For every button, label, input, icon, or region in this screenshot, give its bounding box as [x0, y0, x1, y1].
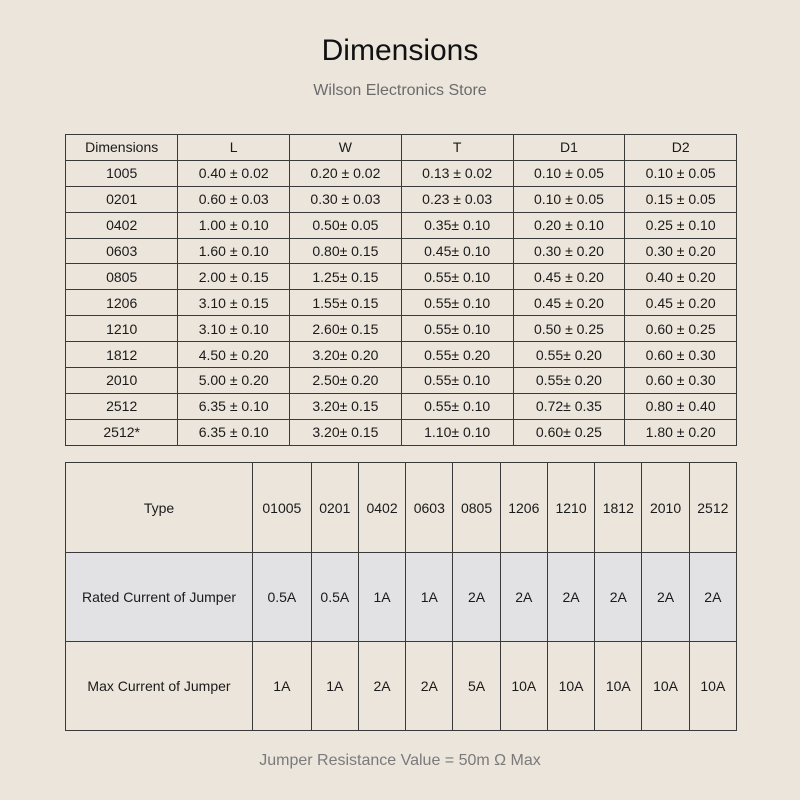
max-current-cell: 10A [595, 642, 642, 731]
table-row [66, 342, 737, 368]
size-code-cell: 1812 [66, 342, 178, 368]
max-current-cell: 10A [500, 642, 547, 731]
table-row [66, 419, 737, 445]
dimension-cell: 0.55± 0.10 [401, 368, 513, 394]
size-code-cell: 0805 [66, 264, 178, 290]
dimension-cell: 0.45 ± 0.20 [625, 290, 737, 316]
table-row [66, 212, 737, 238]
type-cell: 01005 [253, 463, 312, 553]
max-current-cell: 5A [453, 642, 500, 731]
dimension-cell: 0.50 ± 0.25 [513, 316, 625, 342]
table-row [66, 393, 737, 419]
table-row [66, 160, 737, 186]
header-cell: L [178, 135, 290, 161]
dimensions-table [65, 134, 737, 446]
dimension-cell: 1.00 ± 0.10 [178, 212, 290, 238]
dimension-cell: 0.55± 0.10 [401, 290, 513, 316]
dimension-cell: 4.50 ± 0.20 [178, 342, 290, 368]
max-current-cell: 1A [253, 642, 312, 731]
dimension-cell: 0.60 ± 0.30 [625, 342, 737, 368]
dimension-cell: 1.55± 0.15 [290, 290, 402, 316]
dimension-cell: 0.72± 0.35 [513, 393, 625, 419]
jumper-resistance-note: Jumper Resistance Value = 50m Ω Max [259, 752, 541, 769]
dimension-cell: 0.40 ± 0.02 [178, 160, 290, 186]
dimension-cell: 0.20 ± 0.02 [290, 160, 402, 186]
size-code-cell: 2512 [66, 393, 178, 419]
dimension-cell: 6.35 ± 0.10 [178, 419, 290, 445]
max-current-cell: 10A [642, 642, 689, 731]
size-code-cell: 1206 [66, 290, 178, 316]
rated-current-cell: 0.5A [311, 553, 358, 642]
size-code-cell: 0201 [66, 186, 178, 212]
dimension-cell: 2.00 ± 0.15 [178, 264, 290, 290]
max-current-cell: 2A [406, 642, 453, 731]
dimension-cell: 2.60± 0.15 [290, 316, 402, 342]
rated-current-cell: 2A [642, 553, 689, 642]
page-title: Dimensions [321, 34, 479, 67]
max-current-cell: 1A [311, 642, 358, 731]
dimension-cell: 0.55± 0.10 [401, 264, 513, 290]
rated-current-cell: 1A [358, 553, 405, 642]
type-cell: 0603 [406, 463, 453, 553]
dimension-cell: 3.10 ± 0.15 [178, 290, 290, 316]
type-cell: 2010 [642, 463, 689, 553]
rated-current-cell: 1A [406, 553, 453, 642]
dimension-cell: 3.20± 0.15 [290, 393, 402, 419]
header-cell: T [401, 135, 513, 161]
dimensions-header-row [66, 135, 737, 161]
dimension-cell: 0.30 ± 0.03 [290, 186, 402, 212]
dimension-cell: 0.10 ± 0.05 [625, 160, 737, 186]
rated-current-cell: 2A [547, 553, 594, 642]
dimension-cell: 0.55± 0.10 [401, 316, 513, 342]
dimension-cell: 0.20 ± 0.10 [513, 212, 625, 238]
dimension-cell: 0.80 ± 0.40 [625, 393, 737, 419]
table-row [66, 368, 737, 394]
table-row [66, 316, 737, 342]
dimension-cell: 0.55± 0.20 [401, 342, 513, 368]
rated-current-cell: 0.5A [253, 553, 312, 642]
dimension-cell: 5.00 ± 0.20 [178, 368, 290, 394]
dimension-cell: 0.50± 0.05 [290, 212, 402, 238]
max-current-cell: 2A [358, 642, 405, 731]
dimension-cell: 0.30 ± 0.20 [513, 238, 625, 264]
size-code-cell: 1210 [66, 316, 178, 342]
dimension-cell: 3.10 ± 0.10 [178, 316, 290, 342]
dimension-cell: 0.45 ± 0.20 [513, 264, 625, 290]
dimension-cell: 0.55± 0.20 [513, 368, 625, 394]
rated-current-cell: 2A [689, 553, 736, 642]
dimension-cell: 0.60 ± 0.25 [625, 316, 737, 342]
header-cell: Dimensions [66, 135, 178, 161]
type-cell: 2512 [689, 463, 736, 553]
dimension-cell: 1.60 ± 0.10 [178, 238, 290, 264]
type-row [66, 463, 737, 553]
type-label: Type [66, 463, 253, 553]
type-cell: 1206 [500, 463, 547, 553]
dimension-cell: 3.20± 0.20 [290, 342, 402, 368]
table-row [66, 186, 737, 212]
max-current-label: Max Current of Jumper [66, 642, 253, 731]
type-cell: 1812 [595, 463, 642, 553]
type-cell: 0201 [311, 463, 358, 553]
rated-current-cell: 2A [453, 553, 500, 642]
dimension-cell: 1.10± 0.10 [401, 419, 513, 445]
dimension-cell: 1.25± 0.15 [290, 264, 402, 290]
dimension-cell: 2.50± 0.20 [290, 368, 402, 394]
dimension-cell: 0.55± 0.20 [513, 342, 625, 368]
type-cell: 1210 [547, 463, 594, 553]
dimension-cell: 0.23 ± 0.03 [401, 186, 513, 212]
rated-current-cell: 2A [500, 553, 547, 642]
size-code-cell: 0402 [66, 212, 178, 238]
dimension-cell: 0.60 ± 0.30 [625, 368, 737, 394]
table-row [66, 264, 737, 290]
dimension-cell: 0.13 ± 0.02 [401, 160, 513, 186]
dimension-cell: 0.80± 0.15 [290, 238, 402, 264]
dimension-cell: 0.35± 0.10 [401, 212, 513, 238]
size-code-cell: 2010 [66, 368, 178, 394]
rated-current-cell: 2A [595, 553, 642, 642]
header-cell: D2 [625, 135, 737, 161]
dimension-cell: 0.55± 0.10 [401, 393, 513, 419]
dimension-cell: 0.25 ± 0.10 [625, 212, 737, 238]
size-code-cell: 0603 [66, 238, 178, 264]
table-row [66, 238, 737, 264]
header-cell: W [290, 135, 402, 161]
store-name: Wilson Electronics Store [313, 82, 487, 99]
rated-current-label: Rated Current of Jumper [66, 553, 253, 642]
dimension-cell: 0.60 ± 0.03 [178, 186, 290, 212]
dimension-cell: 0.45± 0.10 [401, 238, 513, 264]
header-cell: D1 [513, 135, 625, 161]
dimension-cell: 0.40 ± 0.20 [625, 264, 737, 290]
table-row [66, 290, 737, 316]
dimension-cell: 6.35 ± 0.10 [178, 393, 290, 419]
dimension-cell: 0.45 ± 0.20 [513, 290, 625, 316]
max-current-cell: 10A [547, 642, 594, 731]
max-current-cell: 10A [689, 642, 736, 731]
dimension-cell: 0.15 ± 0.05 [625, 186, 737, 212]
dimension-cell: 0.10 ± 0.05 [513, 186, 625, 212]
dimension-cell: 0.30 ± 0.20 [625, 238, 737, 264]
dimension-cell: 0.10 ± 0.05 [513, 160, 625, 186]
current-table [65, 462, 737, 731]
dimension-cell: 0.60± 0.25 [513, 419, 625, 445]
type-cell: 0805 [453, 463, 500, 553]
size-code-cell: 1005 [66, 160, 178, 186]
dimension-cell: 3.20± 0.15 [290, 419, 402, 445]
rated-current-row [66, 553, 737, 642]
max-current-row [66, 642, 737, 731]
size-code-cell: 2512* [66, 419, 178, 445]
dimension-cell: 1.80 ± 0.20 [625, 419, 737, 445]
type-cell: 0402 [358, 463, 405, 553]
